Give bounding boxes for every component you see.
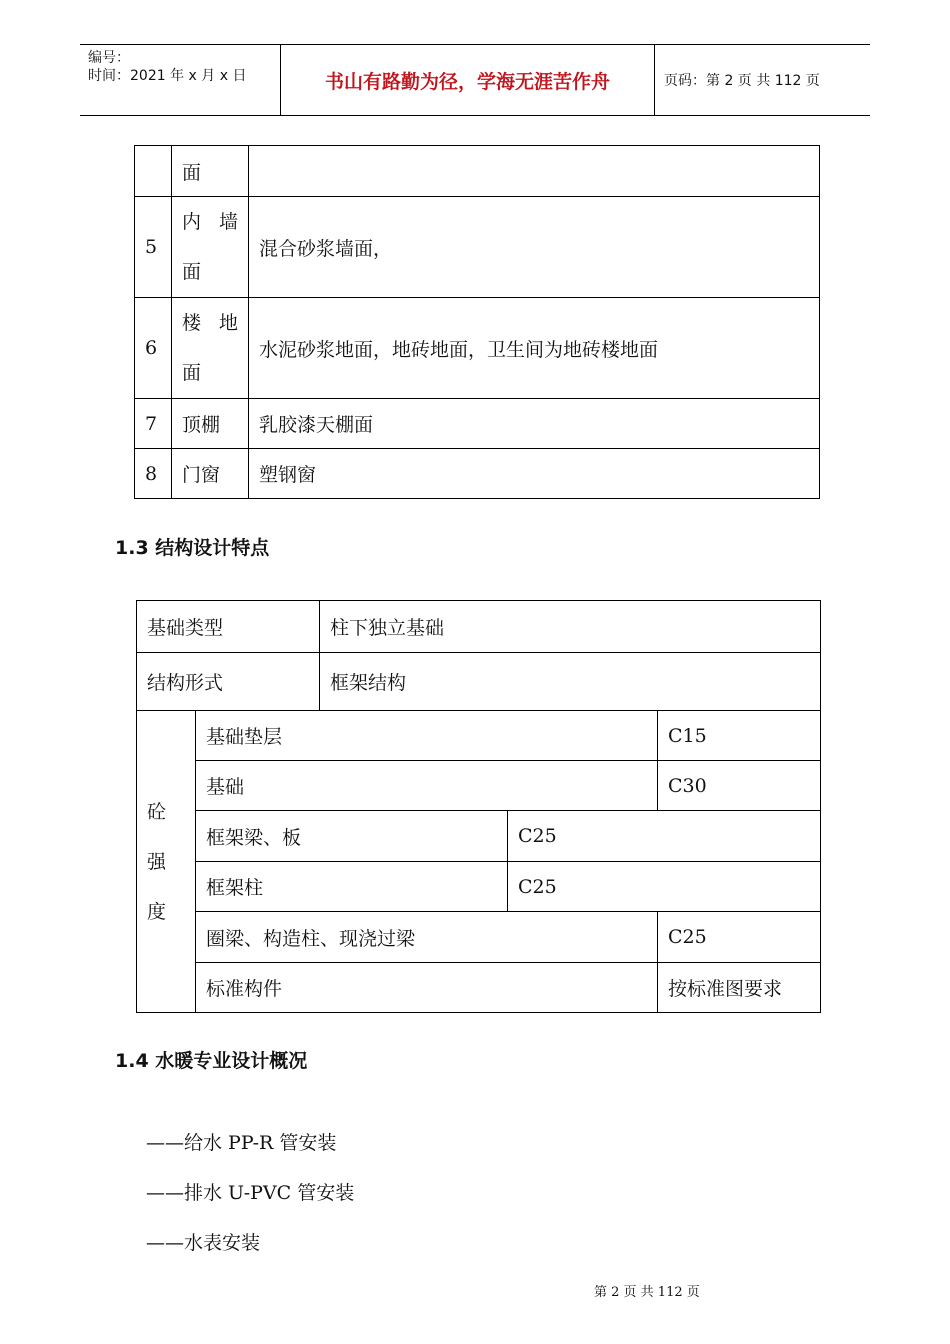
grade-item: 基础垫层 xyxy=(196,711,658,761)
row-label-line: 内 xyxy=(182,211,202,233)
row-description xyxy=(249,146,820,197)
table-row xyxy=(137,963,821,1013)
list-item: ——给水 PP-R 管安装 xyxy=(146,1132,337,1154)
table-row xyxy=(137,601,821,653)
table-row xyxy=(137,912,821,963)
table-row xyxy=(135,298,820,399)
grade-value: 按标准图要求 xyxy=(658,963,821,1013)
header-time-label: 时间：2021 年 x 月 x 日 xyxy=(88,68,247,84)
row-number: 6 xyxy=(135,298,172,399)
grade-value: C25 xyxy=(508,862,821,912)
header-meta-cell xyxy=(80,45,281,115)
grade-value: C25 xyxy=(658,912,821,963)
header-page-info: 页码：第 2 页 共 112 页 xyxy=(664,73,820,89)
row-description: 塑钢窗 xyxy=(249,449,820,499)
foundation-type-value: 柱下独立基础 xyxy=(320,601,821,653)
concrete-strength-char: 强 xyxy=(147,850,167,873)
header-motto: 书山有路勤为径，学海无涯苦作舟 xyxy=(281,45,655,115)
row-label-line: 面 xyxy=(182,362,202,384)
table-row xyxy=(137,811,821,862)
structure-form-label: 结构形式 xyxy=(137,653,320,711)
section-heading-1-3: 1.3 结构设计特点 xyxy=(115,537,270,559)
concrete-strength-label xyxy=(137,711,196,1013)
grade-item: 标准构件 xyxy=(196,963,658,1013)
list-item: ——水表安装 xyxy=(146,1232,261,1254)
row-number: 8 xyxy=(135,449,172,499)
row-number xyxy=(135,146,172,197)
finish-table xyxy=(134,145,820,499)
page-header xyxy=(80,44,870,116)
grade-item: 框架柱 xyxy=(196,862,508,912)
foundation-type-label: 基础类型 xyxy=(137,601,320,653)
grade-value: C30 xyxy=(658,761,821,811)
table-row xyxy=(135,399,820,449)
grade-item: 圈梁、构造柱、现浇过梁 xyxy=(196,912,658,963)
table-row xyxy=(137,862,821,912)
page-footer: 第 2 页 共 112 页 xyxy=(594,1285,700,1300)
row-description: 乳胶漆天棚面 xyxy=(249,399,820,449)
grade-item: 框架梁、板 xyxy=(196,811,508,862)
header-code-label: 编号： xyxy=(88,50,130,66)
table-row xyxy=(135,146,820,197)
row-description: 混合砂浆墙面， xyxy=(249,197,820,298)
row-label-line: 楼 xyxy=(182,312,202,334)
row-label xyxy=(172,146,249,197)
section-heading-1-4: 1.4 水暖专业设计概况 xyxy=(115,1050,308,1072)
table-row xyxy=(135,449,820,499)
row-label-line: 面 xyxy=(182,261,202,283)
row-label-line: 墙 xyxy=(218,211,238,233)
list-item: ——排水 U-PVC 管安装 xyxy=(146,1182,355,1204)
row-label-line-group xyxy=(182,197,238,247)
table-row xyxy=(137,761,821,811)
row-label xyxy=(172,298,249,399)
row-label-line: 地 xyxy=(218,312,238,334)
grade-value: C15 xyxy=(658,711,821,761)
row-label xyxy=(172,197,249,298)
grade-value: C25 xyxy=(508,811,821,862)
row-label-line: 面 xyxy=(182,161,202,184)
table-row xyxy=(137,711,821,761)
concrete-strength-char: 砼 xyxy=(147,800,167,823)
row-number: 7 xyxy=(135,399,172,449)
grade-item: 基础 xyxy=(196,761,658,811)
concrete-strength-char: 度 xyxy=(147,900,167,923)
row-number: 5 xyxy=(135,197,172,298)
structure-table xyxy=(136,600,821,1013)
row-description: 水泥砂浆地面，地砖地面，卫生间为地砖楼地面 xyxy=(249,298,820,399)
structure-form-value: 框架结构 xyxy=(320,653,821,711)
row-label: 门窗 xyxy=(172,449,249,499)
row-label-line-group xyxy=(182,298,238,348)
row-label: 顶棚 xyxy=(172,399,249,449)
table-row xyxy=(135,197,820,298)
table-row xyxy=(137,653,821,711)
